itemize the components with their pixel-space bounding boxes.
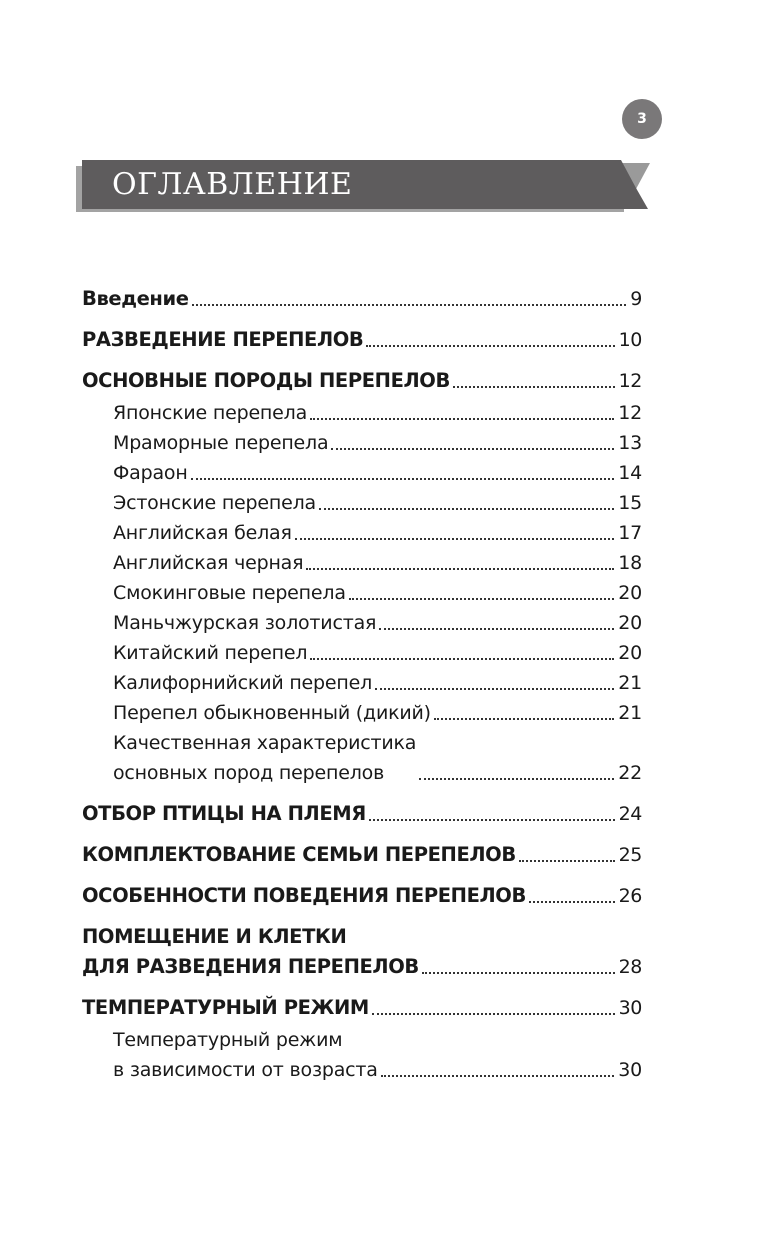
toc-entry-title [82, 284, 189, 314]
toc-entry-title-line: ОСНОВНЫЕ ПОРОДЫ ПЕРЕПЕЛОВ [82, 369, 450, 392]
toc-entry-title [113, 608, 376, 638]
toc-page-number: 30 [618, 997, 642, 1019]
toc-entry-title [113, 578, 346, 608]
toc-entry-title [82, 366, 450, 396]
toc-entry-title-line: Температурный режим [113, 1029, 343, 1051]
toc-page-number: 21 [618, 702, 642, 724]
toc-chapter-entry[interactable] [82, 366, 642, 396]
toc-chapter-entry[interactable] [82, 993, 642, 1023]
dot-leader [191, 478, 615, 480]
toc-entry-title [82, 922, 419, 982]
toc-section-entry[interactable] [82, 728, 642, 788]
toc-entry-title [82, 325, 363, 355]
dot-leader [306, 568, 614, 570]
toc-entry-title-line: ТЕМПЕРАТУРНЫЙ РЕЖИМ [82, 996, 369, 1019]
dot-leader [319, 508, 614, 510]
toc-entry-title-line: ДЛЯ РАЗВЕДЕНИЯ ПЕРЕПЕЛОВ [82, 955, 419, 978]
dot-leader [369, 819, 615, 821]
page-number: 3 [637, 111, 647, 127]
toc-page-number: 22 [618, 762, 642, 784]
toc-entry-title [113, 488, 316, 518]
toc-entry-title-line: ОСОБЕННОСТИ ПОВЕДЕНИЯ ПЕРЕПЕЛОВ [82, 884, 526, 907]
dot-leader [331, 448, 614, 450]
toc-page-number: 10 [618, 329, 642, 351]
toc-entry-title-line: основных пород перепелов [113, 762, 385, 784]
toc-entry-title [113, 398, 307, 428]
dot-leader [310, 658, 614, 660]
dot-leader [453, 386, 615, 388]
toc-entry-title [113, 458, 188, 488]
dot-leader [310, 418, 614, 420]
toc-page-number: 20 [618, 612, 642, 634]
toc-section-entry[interactable] [82, 518, 642, 548]
toc-entry-title [113, 728, 416, 788]
toc-page-number: 18 [618, 552, 642, 574]
toc-chapter-entry[interactable] [82, 881, 642, 911]
toc-entry-title-line: в зависимости от возраста [113, 1059, 378, 1081]
toc-page-number: 15 [618, 492, 642, 514]
dot-leader [366, 345, 614, 347]
toc-section-entry[interactable] [82, 698, 642, 728]
toc-entry-title-line: Перепел обыкновенный (дикий) [113, 702, 431, 724]
dot-leader [375, 688, 614, 690]
toc-entry-title [113, 668, 372, 698]
toc-entry-title-line: ПОМЕЩЕНИЕ И КЛЕТКИ [82, 925, 347, 948]
toc-chapter-entry[interactable] [82, 799, 642, 829]
toc-entry-title-line: Китайский перепел [113, 642, 308, 664]
toc-entry-title [113, 638, 307, 668]
toc-chapter-entry[interactable] [82, 284, 642, 314]
toc-section-entry[interactable] [82, 578, 642, 608]
toc-page-number: 17 [618, 522, 642, 544]
toc-entry-title [113, 698, 431, 728]
table-of-contents [82, 284, 642, 1085]
toc-section-entry[interactable] [82, 608, 642, 638]
toc-entry-title-line: Качественная характеристика [113, 732, 417, 754]
toc-section-entry[interactable] [82, 458, 642, 488]
toc-page-number: 25 [618, 844, 642, 866]
toc-entry-title [82, 840, 516, 870]
dot-leader [295, 538, 615, 540]
toc-entry-title-line: Японские перепела [113, 402, 308, 424]
toc-entry-title-line: Английская черная [113, 552, 304, 574]
toc-entry-title-line: Английская белая [113, 522, 292, 544]
dot-leader [372, 1013, 615, 1015]
dot-leader [349, 598, 614, 600]
toc-entry-title-line: КОМПЛЕКТОВАНИЕ СЕМЬИ ПЕРЕПЕЛОВ [82, 843, 516, 866]
toc-page-number: 26 [618, 885, 642, 907]
toc-section-entry[interactable] [82, 638, 642, 668]
page-title: ОГЛАВЛЕНИЕ [112, 167, 353, 202]
toc-entry-title [113, 548, 303, 578]
toc-section-entry[interactable] [82, 428, 642, 458]
toc-entry-title [82, 993, 369, 1023]
toc-page-number: 13 [618, 432, 642, 454]
toc-section-entry[interactable] [82, 488, 642, 518]
toc-entry-title-line: Калифорнийский перепел [113, 672, 373, 694]
toc-page-number: 12 [618, 370, 642, 392]
toc-entry-title-line: Эстонские перепела [113, 492, 316, 514]
toc-entry-title-line: Мраморные перепела [113, 432, 329, 454]
toc-page-number: 24 [618, 803, 642, 825]
toc-entry-title-line: РАЗВЕДЕНИЕ ПЕРЕПЕЛОВ [82, 328, 364, 351]
dot-leader [379, 628, 614, 630]
dot-leader [419, 778, 614, 780]
title-banner [0, 0, 768, 240]
toc-page-number: 21 [618, 672, 642, 694]
toc-entry-title [82, 799, 366, 829]
dot-leader [422, 972, 615, 974]
toc-entry-title-line: Маньчжурская золотистая [113, 612, 377, 634]
toc-section-entry[interactable] [82, 548, 642, 578]
toc-entry-title-line: ОТБОР ПТИЦЫ НА ПЛЕМЯ [82, 802, 366, 825]
toc-entry-title-line: Введение [82, 287, 189, 310]
toc-page-number: 20 [618, 642, 642, 664]
toc-chapter-entry[interactable] [82, 325, 642, 355]
toc-chapter-entry[interactable] [82, 922, 642, 982]
toc-page-number: 20 [618, 582, 642, 604]
toc-section-entry[interactable] [82, 398, 642, 428]
toc-entry-title [113, 1025, 378, 1085]
dot-leader [192, 304, 627, 306]
toc-page-number: 12 [618, 402, 642, 424]
dot-leader [519, 860, 615, 862]
toc-chapter-entry[interactable] [82, 840, 642, 870]
toc-page-number: 28 [618, 956, 642, 978]
toc-section-entry[interactable] [82, 1025, 642, 1085]
toc-entry-title [82, 881, 526, 911]
dot-leader [381, 1075, 615, 1077]
toc-entry-title [113, 518, 292, 548]
toc-section-entry[interactable] [82, 668, 642, 698]
toc-page-number: 30 [618, 1059, 642, 1081]
toc-entry-title [113, 428, 328, 458]
toc-page-number: 9 [630, 288, 642, 310]
toc-entry-title-line: Фараон [113, 462, 188, 484]
dot-leader [529, 901, 615, 903]
dot-leader [434, 718, 614, 720]
toc-entry-title-line: Смокинговые перепела [113, 582, 346, 604]
toc-page-number: 14 [618, 462, 642, 484]
